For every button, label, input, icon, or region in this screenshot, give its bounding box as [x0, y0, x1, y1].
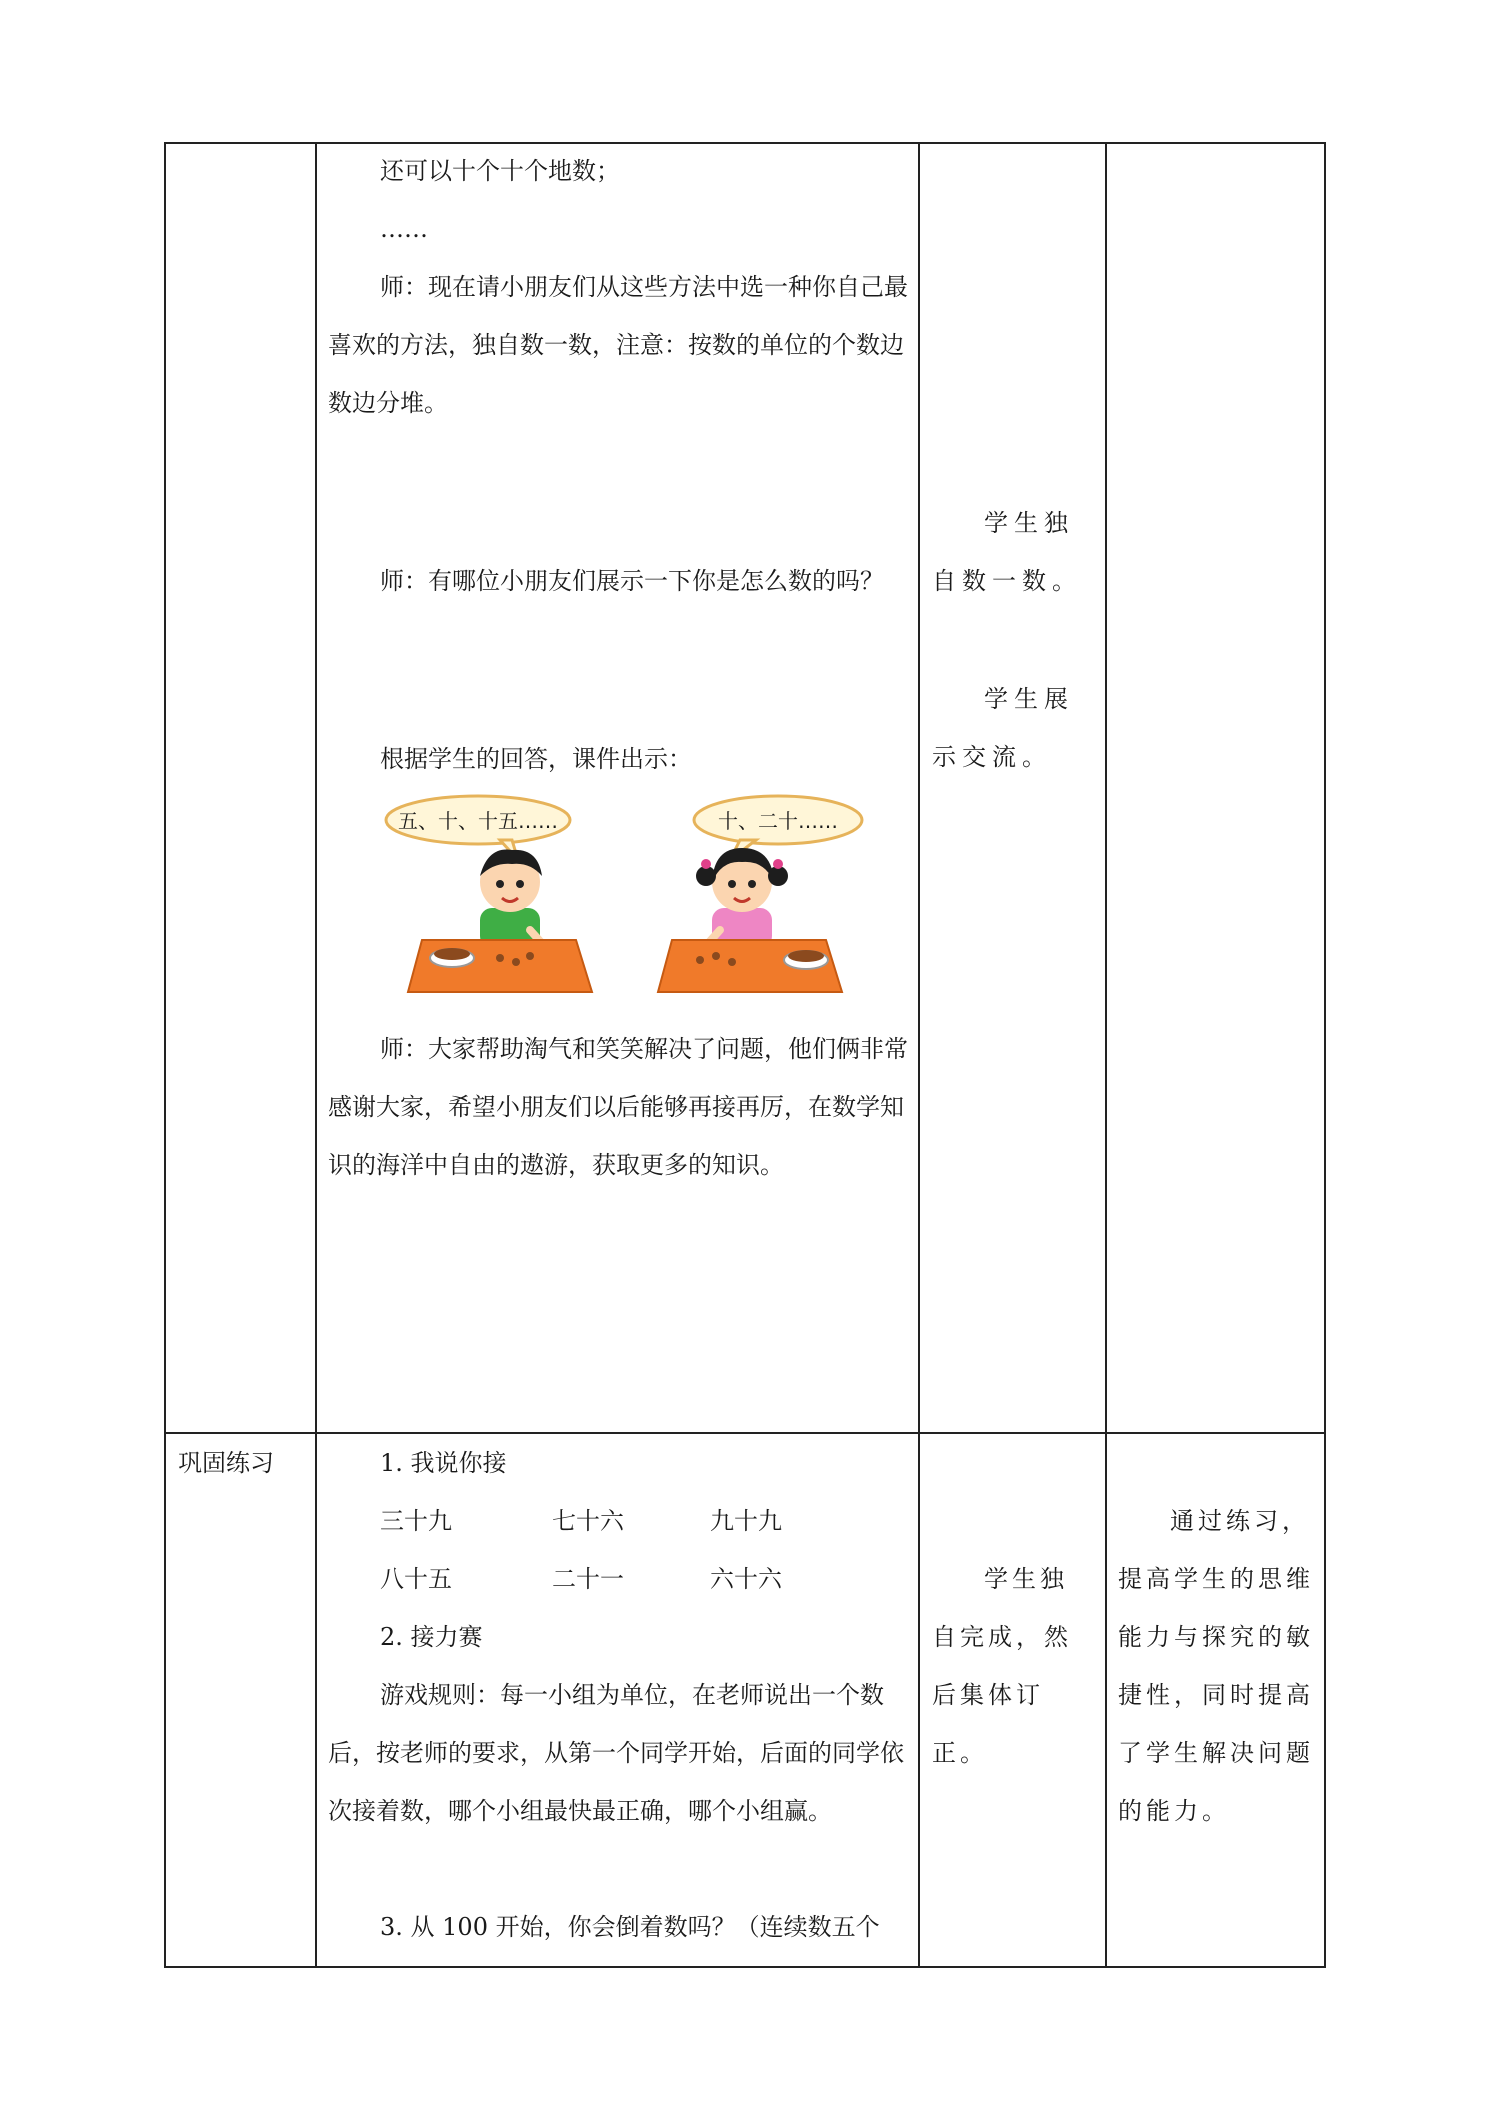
number-row-1 [380, 1492, 880, 1550]
left-table [408, 940, 592, 992]
speech-bubble-right [694, 796, 862, 860]
girl-figure [696, 848, 788, 950]
exercise-1-title: 1. 我说你接 [380, 1449, 507, 1477]
right-table [658, 940, 842, 992]
count-by-tens-text: 还可以十个十个地数； [380, 157, 620, 185]
student-activity-count: 学生独自数一数。 [932, 509, 1082, 595]
number-word: 二十一 [552, 1565, 624, 1593]
number-word: 三十九 [380, 1507, 452, 1535]
teacher-conclusion: 师：大家帮助淘气和笑笑解决了问题，他们俩非常感谢大家，希望小朋友们以后能够再接再厉，在数学知识的海洋中自由的遨游，获取更多的知识。 [328, 1035, 908, 1179]
exercise-2-title: 2. 接力赛 [380, 1623, 483, 1651]
game-rules: 游戏规则：每一小组为单位，在老师说出一个数后，按老师的要求，从第一个同学开始，后面的同学依次接着数，哪个小组最快最正确，哪个小组赢。 [328, 1681, 904, 1825]
student-activity-complete: 学生独自完成，然后集体订正。 [932, 1565, 1072, 1767]
teacher-question: 师：有哪位小朋友们展示一下你是怎么数的吗？ [380, 567, 884, 595]
bubble-left-text: 五、十、十五…… [398, 809, 558, 833]
column-divider-3 [1105, 142, 1107, 1968]
bubble-right-text: 十、二十…… [718, 809, 838, 833]
exercise-3-title: 3. 从 100 开始，你会倒着数吗？（连续数五个 [380, 1913, 880, 1941]
boy-figure [480, 850, 548, 950]
number-word: 六十六 [710, 1565, 782, 1593]
courseware-intro: 根据学生的回答，课件出示： [380, 745, 692, 773]
column-divider-2 [918, 142, 920, 1968]
number-word: 七十六 [552, 1507, 624, 1535]
section-label-practice: 巩固练习 [178, 1449, 274, 1477]
counting-illustration [380, 790, 880, 1000]
student-activity-share: 学生展示交流。 [932, 685, 1074, 771]
number-row-2 [380, 1550, 880, 1608]
number-word: 八十五 [380, 1565, 452, 1593]
teacher-instruction-1: 师：现在请小朋友们从这些方法中选一种你自己最喜欢的方法，独自数一数，注意：按数的单位的个数边数边分堆。 [328, 273, 908, 417]
design-intent: 通过练习，提高学生的思维能力与探究的敏捷性，同时提高了学生解决问题的能力。 [1118, 1507, 1314, 1825]
table-right-border [1324, 142, 1326, 1968]
column-divider-1 [315, 142, 317, 1968]
table-bottom-border [164, 1966, 1326, 1968]
number-word: 九十九 [710, 1507, 782, 1535]
speech-bubble-left [386, 796, 570, 860]
ellipsis-text: …… [380, 215, 428, 243]
table-left-border [164, 142, 166, 1968]
